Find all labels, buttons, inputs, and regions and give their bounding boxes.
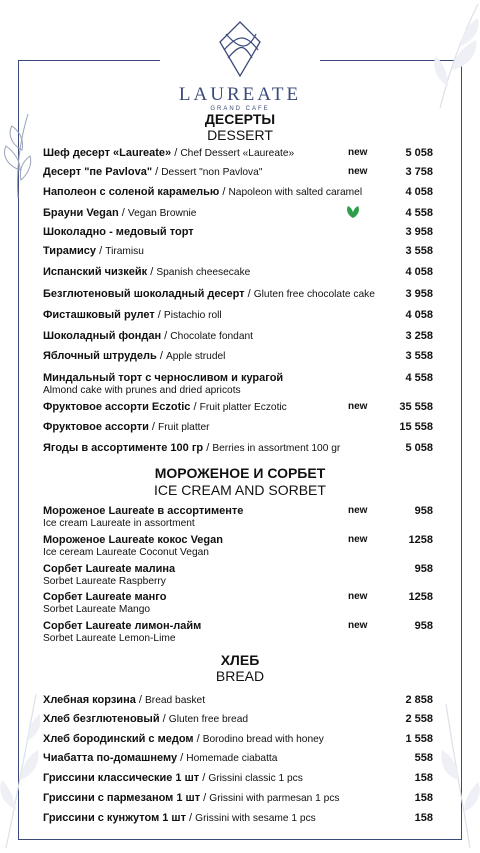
menu-item-row xyxy=(43,245,433,261)
menu-item-row xyxy=(43,166,433,182)
menu-item-name-en: Berries in assortment 100 gr xyxy=(212,443,341,454)
menu-item-price: 35 558 xyxy=(399,401,433,413)
menu-item-name-ru: Шоколадно - медовый торт xyxy=(43,226,194,238)
menu-item-name-ru: Фруктовое ассорти xyxy=(43,421,149,433)
menu-item-name-ru: Фруктовое ассорти Eczotic xyxy=(43,401,191,413)
menu-item-price: 158 xyxy=(414,812,433,824)
separator: / xyxy=(147,266,157,278)
menu-item-name-ru: Шоколадный фондан xyxy=(43,330,162,342)
separator: / xyxy=(96,245,106,257)
menu-item-name xyxy=(43,166,262,178)
menu-item-name xyxy=(43,563,175,575)
menu-item-price: 958 xyxy=(414,563,433,575)
menu-item-price: 5 058 xyxy=(405,442,433,454)
separator: / xyxy=(186,812,196,824)
menu-item-name-ru: Десерт "пе Pavlova" xyxy=(43,166,153,178)
brand-logo xyxy=(160,18,320,112)
menu-item-name-en: Grissini with parmesan 1 pcs xyxy=(209,793,340,804)
menu-item-name-en: Borodino bread with honey xyxy=(202,734,324,745)
menu-item-price: 3 258 xyxy=(405,330,433,342)
menu-item-name xyxy=(43,694,205,706)
menu-item-name xyxy=(43,792,340,804)
menu-item-row xyxy=(43,792,433,808)
menu-item-name-en: Grissini classic 1 pcs xyxy=(208,773,303,784)
menu-item-name-en: Vegan Brownie xyxy=(127,208,197,219)
menu-item-price: 1 558 xyxy=(405,733,433,745)
separator: / xyxy=(190,401,200,413)
menu-item-row xyxy=(43,421,433,437)
menu-item-price: 3 958 xyxy=(405,226,433,238)
menu-item-row xyxy=(43,288,433,304)
menu-item-row xyxy=(43,147,433,163)
separator: / xyxy=(177,752,187,764)
menu-item-subtitle: Almond cake with prunes and dried apricots xyxy=(43,385,241,396)
menu-item-row xyxy=(43,591,433,615)
menu-item-name xyxy=(43,309,222,321)
menu-item-row xyxy=(43,772,433,788)
menu-item-name-en: Bread basket xyxy=(145,695,206,706)
menu-item-row xyxy=(43,713,433,729)
separator: / xyxy=(152,166,162,178)
menu-item-row xyxy=(43,207,433,223)
menu-item-row xyxy=(43,505,433,529)
menu-item-name-ru: Мороженое Laureate кокос Vegan xyxy=(43,534,223,546)
menu-item-name-ru: Наполеон с соленой карамелью xyxy=(43,186,220,198)
menu-item-name-en: Chef Dessert «Laureate» xyxy=(180,148,295,159)
menu-item-row xyxy=(43,186,433,202)
menu-item-name-ru: Сорбет Laureate малина xyxy=(43,563,176,575)
menu-item-name-ru: Сорбет Laureate манго xyxy=(43,591,167,603)
menu-item-name-ru: Яблочный штрудель xyxy=(43,350,157,362)
section-title-en: DESSERT xyxy=(207,127,273,143)
menu-item-name-ru: Хлебная корзина xyxy=(43,694,136,706)
menu-item-name-en: Homemade ciabatta xyxy=(186,753,278,764)
menu-item-price: 558 xyxy=(414,752,433,764)
leaf-decoration-bottom-right-icon xyxy=(440,700,480,850)
menu-item-price: 3 958 xyxy=(405,288,433,300)
menu-item-price: 5 058 xyxy=(405,147,433,159)
menu-item-row xyxy=(43,309,433,325)
new-badge: new xyxy=(348,591,368,602)
menu-item-name xyxy=(43,591,166,603)
menu-item-price: 2 558 xyxy=(405,713,433,725)
menu-item-name-ru: Миндальный торт с черносливом и курагой xyxy=(43,372,284,384)
menu-item-price: 15 558 xyxy=(399,421,433,433)
menu-item-name-en: Apple strudel xyxy=(165,351,226,362)
separator: / xyxy=(199,772,209,784)
separator: / xyxy=(171,147,181,159)
menu-item-price: 2 858 xyxy=(405,694,433,706)
menu-item-row xyxy=(43,812,433,828)
menu-item-price: 3 558 xyxy=(405,245,433,257)
separator: / xyxy=(156,350,166,362)
menu-item-name-en: Chocolate fondant xyxy=(170,331,253,342)
menu-item-name-ru: Гриссини классические 1 шт xyxy=(43,772,200,784)
menu-item-name-ru: Ягоды в ассортименте 100 гр xyxy=(43,442,204,454)
menu-item-name xyxy=(43,266,250,278)
menu-item-name-en: Fruit platter Eczotic xyxy=(199,402,287,413)
separator: / xyxy=(203,442,213,454)
new-badge: new xyxy=(348,147,368,158)
vegan-leaf-icon xyxy=(346,205,360,219)
menu-item-name xyxy=(43,245,144,257)
section-title-ru: ХЛЕБ xyxy=(220,652,260,668)
separator: / xyxy=(148,421,159,433)
menu-item-name xyxy=(43,421,210,433)
menu-item-name xyxy=(43,372,283,384)
menu-item-price: 4 058 xyxy=(405,186,433,198)
section-title-en: BREAD xyxy=(215,668,265,684)
menu-item-price: 1258 xyxy=(408,534,433,546)
menu-item-row xyxy=(43,563,433,587)
menu-item-row xyxy=(43,330,433,346)
menu-item-name xyxy=(43,401,287,413)
menu-item-name-en: Dessert "non Pavlova" xyxy=(161,167,263,178)
menu-item-price: 4 058 xyxy=(405,309,433,321)
menu-item-price: 958 xyxy=(414,620,433,632)
menu-item-name xyxy=(43,350,225,362)
menu-item-row xyxy=(43,372,433,396)
menu-item-name-ru: Гриссини с пармезаном 1 шт xyxy=(43,792,201,804)
menu-item-name-ru: Чиабатта по-домашнему xyxy=(43,752,178,764)
menu-item-name xyxy=(43,288,375,300)
menu-item-subtitle: Sorbet Laureate Raspberry xyxy=(43,576,166,587)
menu-item-row xyxy=(43,534,433,558)
leaf-decoration-top-right-icon xyxy=(430,0,480,110)
section-title-en: ICE CREAM AND SORBET xyxy=(154,482,326,498)
menu-item-price: 1258 xyxy=(408,591,433,603)
menu-item-name-en: Tiramisu xyxy=(105,246,144,257)
menu-item-row xyxy=(43,620,433,644)
menu-item-name-ru: Мороженое Laureate в ассортименте xyxy=(43,505,244,517)
menu-item-name xyxy=(43,186,362,198)
brand-name: LAUREATE xyxy=(178,84,302,105)
new-badge: new xyxy=(348,534,368,545)
menu-item-name xyxy=(43,620,201,632)
menu-item-price: 4 058 xyxy=(405,266,433,278)
new-badge: new xyxy=(348,166,368,177)
menu-item-row xyxy=(43,226,433,242)
menu-item-name xyxy=(43,752,277,764)
menu-item-name xyxy=(43,812,316,824)
menu-item-name xyxy=(43,442,340,454)
leaf-decoration-bottom-left-icon xyxy=(0,690,40,850)
menu-item-name xyxy=(43,226,194,238)
menu-item-row xyxy=(43,752,433,768)
menu-item-name xyxy=(43,534,223,546)
menu-item-name-ru: Хлеб бородинский с медом xyxy=(43,733,194,745)
separator: / xyxy=(161,330,171,342)
menu-item-name-ru: Тирамису xyxy=(43,245,97,257)
menu-item-name-en: Pistachio roll xyxy=(163,310,222,321)
menu-item-name xyxy=(43,505,243,517)
menu-item-name-ru: Безглютеновый шоколадный десерт xyxy=(43,288,245,300)
section-title-ru: ДЕСЕРТЫ xyxy=(204,111,276,127)
menu-item-row xyxy=(43,733,433,749)
menu-item-name-en: Grissini with sesame 1 pcs xyxy=(195,813,316,824)
menu-item-row xyxy=(43,401,433,417)
menu-item-name-en: Spanish cheesecake xyxy=(156,267,251,278)
menu-item-price: 158 xyxy=(414,792,433,804)
menu-item-subtitle: Sorbet Laureate Lemon-Lime xyxy=(43,633,176,644)
menu-item-name-en: Napoleon with salted caramel xyxy=(228,187,363,198)
menu-item-name-en: Gluten free chocolate cake xyxy=(253,289,375,300)
section-title-ru: МОРОЖЕНОЕ И СОРБЕТ xyxy=(154,465,326,481)
laurel-emblem-icon xyxy=(218,20,262,78)
menu-item-name xyxy=(43,330,253,342)
separator: / xyxy=(200,792,210,804)
menu-item-subtitle: Ice ceream Laureate Coconut Vegan xyxy=(43,547,209,558)
menu-item-price: 3 758 xyxy=(405,166,433,178)
menu-item-name-ru: Испанский чизкейк xyxy=(43,266,148,278)
separator: / xyxy=(118,207,128,219)
menu-item-name xyxy=(43,733,324,745)
menu-item-name-ru: Шеф десерт «Laureate» xyxy=(43,147,172,159)
menu-item-name xyxy=(43,772,303,784)
menu-item-price: 4 558 xyxy=(405,207,433,219)
menu-item-price: 3 558 xyxy=(405,350,433,362)
menu-item-name xyxy=(43,147,294,159)
menu-item-name-ru: Фисташковый рулет xyxy=(43,309,155,321)
new-badge: new xyxy=(348,620,368,631)
menu-item-name xyxy=(43,207,196,219)
menu-item-name-en: Fruit platter xyxy=(158,422,210,433)
menu-item-row xyxy=(43,694,433,710)
separator: / xyxy=(193,733,203,745)
new-badge: new xyxy=(348,505,368,516)
menu-item-subtitle: Sorbet Laureate Mango xyxy=(43,604,151,615)
menu-item-price: 4 558 xyxy=(405,372,433,384)
menu-item-name-ru: Сорбет Laureate лимон-лайм xyxy=(43,620,202,632)
separator: / xyxy=(135,694,146,706)
menu-item-name-ru: Брауни Vegan xyxy=(43,207,119,219)
brand-tagline: GRAND CAFE xyxy=(210,106,270,112)
menu-item-price: 158 xyxy=(414,772,433,784)
separator: / xyxy=(159,713,169,725)
menu-item-subtitle: Ice cream Laureate in assortment xyxy=(43,518,195,529)
menu-item-row xyxy=(43,266,433,282)
menu-item-row xyxy=(43,350,433,366)
menu-item-name-ru: Гриссини с кунжутом 1 шт xyxy=(43,812,186,824)
separator: / xyxy=(244,288,254,300)
menu-item-name-en: Gluten free bread xyxy=(168,714,249,725)
menu-item-name-ru: Хлеб безглютеновый xyxy=(43,713,160,725)
menu-item-name xyxy=(43,713,248,725)
separator: / xyxy=(154,309,164,321)
separator: / xyxy=(219,186,229,198)
menu-item-price: 958 xyxy=(414,505,433,517)
new-badge: new xyxy=(348,401,368,412)
menu-item-row xyxy=(43,442,433,458)
